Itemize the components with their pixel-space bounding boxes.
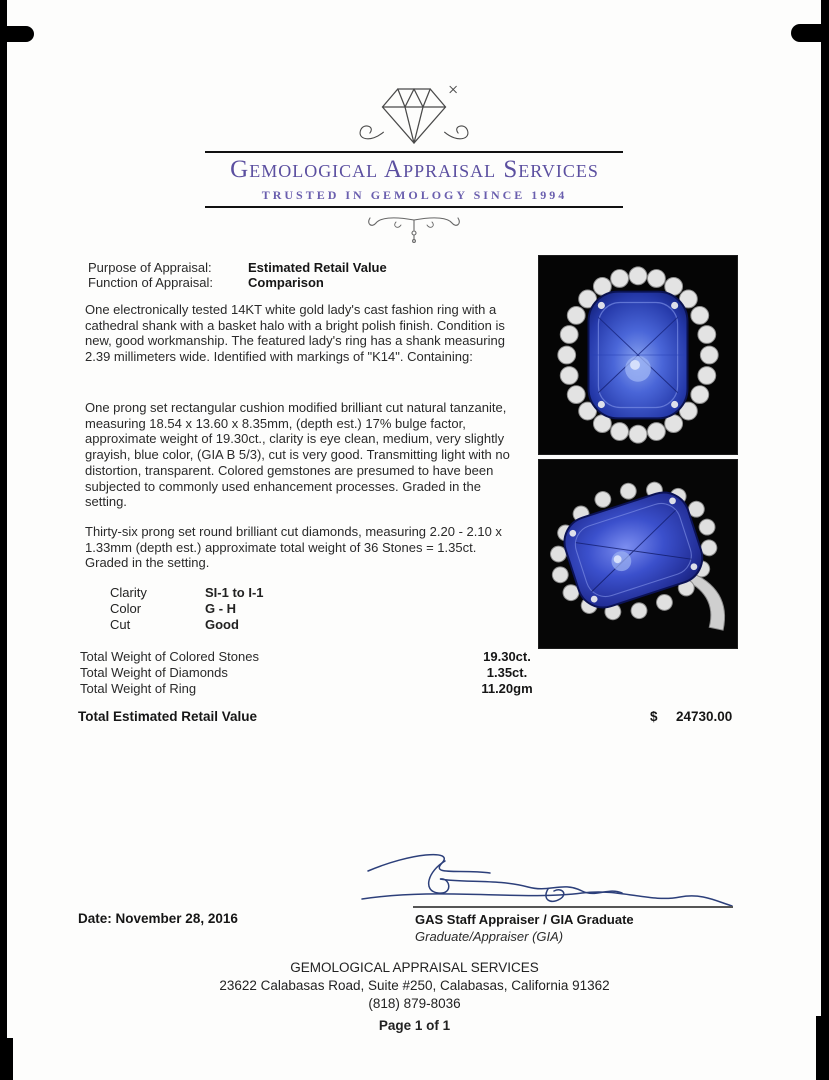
function-label: Function of Appraisal:	[88, 275, 214, 290]
footer-page-number: Page 1 of 1	[378, 1018, 451, 1033]
scan-blob-top-left	[0, 26, 34, 42]
footer-company: GEMOLOGICAL APPRAISAL SERVICES	[290, 960, 539, 975]
scan-blob-bottom-left	[0, 1038, 13, 1080]
grade-color-value: G - H	[205, 601, 237, 616]
diamond-logo-icon	[344, 80, 484, 152]
purpose-value: Estimated Retail Value	[248, 260, 387, 275]
description-paragraph-diamonds: Thirty-six prong set round brilliant cut diamonds, measuring 2.20 - 2.10 x 1.33mm (depth est.) approximate total weight of 36 Stones = 1.35ct. Graded in the setting.	[85, 524, 502, 571]
brand-tagline: TRUSTED IN GEMOLOGY SINCE 1994	[261, 188, 568, 202]
total-colored-stones-label: Total Weight of Colored Stones	[80, 649, 259, 664]
footer-address: 23622 Calabasas Road, Suite #250, Calabasas, California 91362	[219, 978, 610, 993]
footer-phone: (818) 879-8036	[368, 996, 461, 1011]
brand-title: Gemological Appraisal Services	[230, 156, 599, 183]
date-line	[78, 911, 238, 927]
grade-color-label: Color	[110, 601, 142, 616]
scroll-flourish-icon	[364, 208, 464, 244]
date-label: Date:	[78, 911, 112, 926]
retail-value-amount: 24730.00	[676, 709, 733, 724]
grade-clarity-value: SI-1 to I-1	[205, 585, 264, 600]
total-diamonds-value: 1.35ct.	[486, 665, 528, 680]
ring-side-view-photo	[538, 459, 738, 649]
signature-line	[413, 906, 733, 908]
purpose-label: Purpose of Appraisal:	[88, 260, 212, 275]
retail-value-currency: $	[650, 709, 658, 724]
total-ring-weight-value: 11.20gm	[481, 681, 533, 696]
scan-blob-top-right	[791, 24, 829, 42]
header-rule-top	[205, 151, 623, 153]
appraiser-subtitle: Graduate/Appraiser (GIA)	[415, 929, 564, 944]
total-colored-stones-value: 19.30ct.	[483, 649, 531, 664]
grade-cut-value: Good	[205, 617, 239, 632]
function-value: Comparison	[248, 275, 324, 290]
total-ring-weight-label: Total Weight of Ring	[80, 681, 197, 696]
date-value: November 28, 2016	[115, 911, 238, 926]
total-diamonds-label: Total Weight of Diamonds	[80, 665, 228, 680]
grade-cut-label: Cut	[110, 617, 131, 632]
description-paragraph-tanzanite: One prong set rectangular cushion modified brilliant cut natural tanzanite, measuring 18.54 x 13.60 x 8.35mm, (depth est.) 17% bulge factor, approximate weight of 19.30ct., clarity is eye clean, medium, very slightly grayish, blue color, (GIA B 5/3), cut is very good. Transmitting light with no distortion, transparent. Colored gemstones are presumed to have been subjected to commonly used enhancement processes. Graded in the setting.	[85, 400, 510, 510]
ring-top-view-photo	[538, 255, 738, 455]
appraiser-title: GAS Staff Appraiser / GIA Graduate	[415, 912, 634, 927]
grade-clarity-label: Clarity	[110, 585, 147, 600]
retail-value-label: Total Estimated Retail Value	[78, 709, 258, 724]
description-paragraph-ring: One electronically tested 14KT white gold lady's cast fashion ring with a cathedral shank with a basket halo with a bright polish finish. Condition is new, good workmanship. The featured lady's ring has a shank measuring 2.39 millimeters wide. Identified with markings of "K14". Containing:	[85, 302, 505, 365]
